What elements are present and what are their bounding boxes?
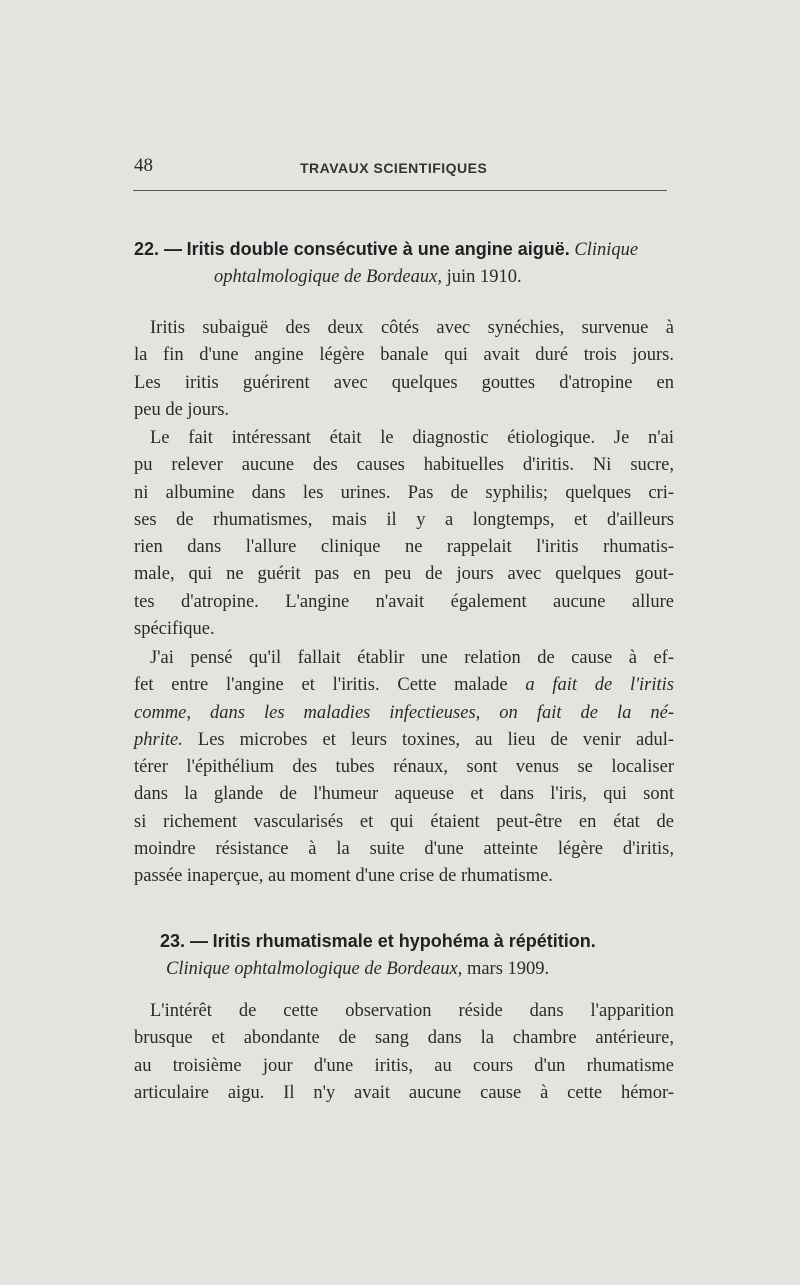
text-line: au troisième jour d'une iritis, au cours d'un rhumatisme	[134, 1055, 674, 1076]
entry-23-title: Iritis rhumatismale et hypohéma à répétition.	[212, 931, 596, 951]
entry-22-number: 22. —	[134, 239, 183, 259]
text-line: la fin d'une angine légère banale qui avait duré trois jours.	[134, 345, 674, 366]
text-line: Iritis subaiguë des deux côtés avec synéchies, survenue à	[150, 318, 674, 338]
entry-23-date: mars 1909.	[466, 959, 550, 980]
italic-segment: a fait de l'iritis	[525, 675, 675, 696]
text-line	[134, 672, 674, 699]
text-line: ses de rhumatismes, mais il y a longtemps, et d'ailleurs	[134, 509, 674, 530]
entry-23-paragraph-1	[134, 998, 674, 1107]
text-line: si richement vascularisés et qui étaient peut-être en état de	[134, 811, 674, 832]
entry-22-journal-part1: Clinique	[574, 240, 639, 260]
text-line: peu de jours.	[134, 399, 230, 420]
entry-23-heading	[134, 928, 674, 984]
entry-23-journal: Clinique ophtalmologique de Bordeaux,	[166, 959, 463, 980]
italic-segment: phrite.	[134, 729, 183, 750]
entry-23-number: 23. —	[160, 931, 209, 951]
entry-22-date: juin 1910.	[446, 267, 522, 288]
text-line	[134, 727, 674, 754]
text-segment: Les microbes et leurs toxines, au lieu de venir adul-	[197, 729, 674, 750]
text-line: ni albumine dans les urines. Pas de syphilis; quelques cri-	[134, 482, 674, 503]
text-line: rien dans l'allure clinique ne rappelait l'iritis rhumatis-	[134, 537, 674, 558]
entry-22-paragraph-2	[134, 425, 674, 643]
text-line: passée inaperçue, au moment d'une crise de rhumatisme.	[134, 866, 553, 887]
entry-22-paragraph-3	[134, 645, 674, 891]
text-line: L'intérêt de cette observation réside dans l'apparition	[150, 1001, 674, 1021]
entry-22-heading	[134, 236, 674, 292]
text-line: dans la glande de l'humeur aqueuse et dans l'iris, qui sont	[134, 784, 674, 805]
text-line: moindre résistance à la suite d'une atteinte légère d'iritis,	[134, 839, 674, 860]
text-line: térer l'épithélium des tubes rénaux, sont venus se localiser	[134, 757, 674, 778]
header-rule	[133, 190, 667, 191]
text-line: male, qui ne guérit pas en peu de jours avec quelques gout-	[134, 564, 674, 585]
text-line: brusque et abondante de sang dans la chambre antérieure,	[134, 1028, 674, 1049]
running-title: TRAVAUX SCIENTIFIQUES	[300, 160, 488, 176]
text-segment: fet entre l'angine et l'iritis. Cette malade	[134, 675, 508, 696]
italic-segment: comme, dans les maladies infectieuses, on fait de la né-	[134, 702, 674, 723]
text-line: articulaire aigu. Il n'y avait aucune cause à cette hémor-	[134, 1082, 674, 1103]
text-line	[134, 700, 674, 727]
text-line: Le fait intéressant était le diagnostic étiologique. Je n'ai	[150, 428, 674, 448]
entry-22-title: Iritis double consécutive à une angine aiguë.	[186, 239, 570, 259]
entry-22-journal-part2: ophtalmologique de Bordeaux,	[214, 267, 442, 288]
text-line: J'ai pensé qu'il fallait établir une relation de cause à ef-	[150, 648, 674, 668]
text-line: pu relever aucune des causes habituelles d'iritis. Ni sucre,	[134, 455, 674, 476]
page-number: 48	[134, 155, 153, 176]
text-line: spécifique.	[134, 619, 215, 640]
text-line: Les iritis guérirent avec quelques gouttes d'atropine en	[134, 372, 674, 393]
text-line: tes d'atropine. L'angine n'avait également aucune allure	[134, 591, 674, 612]
entry-22-paragraph-1	[134, 315, 674, 424]
